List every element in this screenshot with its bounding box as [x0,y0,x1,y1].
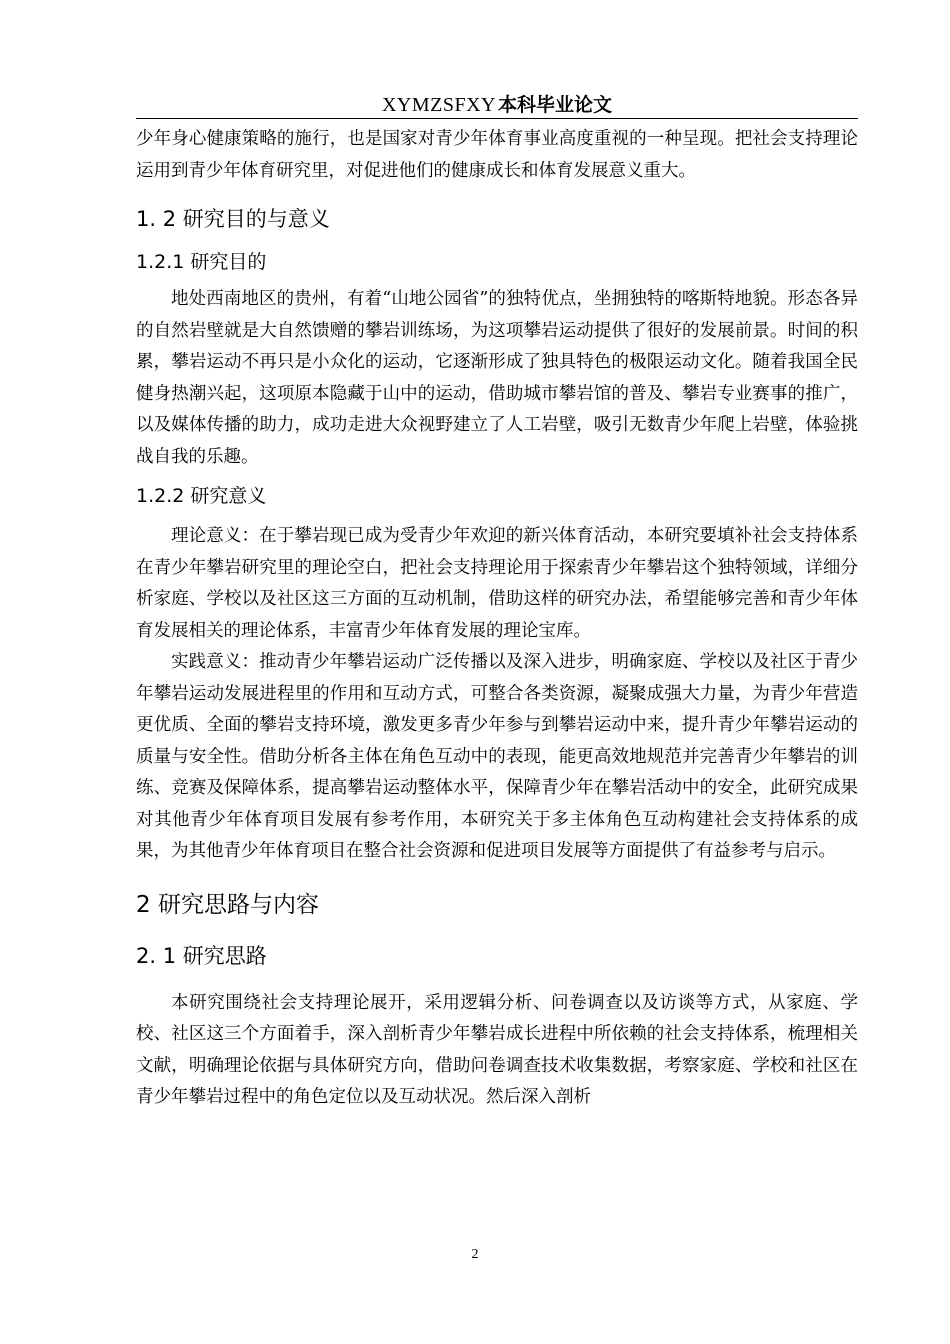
paragraph-research-purpose: 地处西南地区的贵州，有着“山地公园省”的独特优点，坐拥独特的喀斯特地貌。形态各异的自然岩壁就是大自然馈赠的攀岩训练场，为这项攀岩运动提供了很好的发展前景。时间的积累，攀岩运动不再只是小众化的运动，它逐渐形成了独具特色的极限运动文化。随着我国全民健身热潮兴起，这项原本隐藏于山中的运动，借助城市攀岩馆的普及、攀岩专业赛事的推广，以及媒体传播的助力，成功走进大众视野建立了人工岩壁，吸引无数青少年爬上岩壁，体验挑战自我的乐趣。 [136,289,858,467]
subsection-heading-1-2-2: 1.2.2 研究意义 [136,485,267,507]
section-heading-1-2: 1. 2 研究目的与意义 [136,207,330,231]
header-code: XYMZSFXY [381,94,496,116]
paragraph-continued: 少年身心健康策略的施行，也是国家对青少年体育事业高度重视的一种呈现。把社会支持理论运用到青少年体育研究里，对促进他们的健康成长和体育发展意义重大。 [136,129,858,181]
paragraph-research-approach: 本研究围绕社会支持理论展开，采用逻辑分析、问卷调查以及访谈等方式，从家庭、学校、社区这三个方面着手，深入剖析青少年攀岩成长进程中所依赖的社会支持体系，梳理相关文献，明确理论依据与具体研究方向，借助问卷调查技术收集数据，考察家庭、学校和社区在青少年攀岩过程中的角色定位以及互动状况。然后深入剖析 [136,992,858,1107]
subsection-heading-1-2-1: 1.2.1 研究目的 [136,251,267,273]
chapter-heading-2: 2 研究思路与内容 [136,891,319,918]
page-header [136,92,858,119]
page-number: 2 [471,1247,479,1262]
section-heading-2-1: 2. 1 研究思路 [136,943,267,968]
paragraph-practical-significance: 实践意义：推动青少年攀岩运动广泛传播以及深入进步，明确家庭、学校以及社区于青少年攀岩运动发展进程里的作用和互动方式，可整合各类资源，凝聚成强大力量，为青少年营造更优质、全面的攀岩支持环境，激发更多青少年参与到攀岩运动中来，提升青少年攀岩运动的质量与安全性。借助分析各主体在角色互动中的表现，能更高效地规范并完善青少年攀岩的训练、竞赛及保障体系，提高攀岩运动整体水平，保障青少年在攀岩活动中的安全，此研究成果对其他青少年体育项目发展有参考作用，本研究关于多主体角色互动构建社会支持体系的成果，为其他青少年体育项目在整合社会资源和促进项目发展等方面提供了有益参考与启示。 [136,652,858,861]
paragraph-theoretical-significance: 理论意义：在于攀岩现已成为受青少年欢迎的新兴体育活动，本研究要填补社会支持体系在青少年攀岩研究里的理论空白，把社会支持理论用于探索青少年攀岩这个独特领域，详细分析家庭、学校以及社区这三方面的互动机制，借助这样的研究办法，希望能够完善和青少年体育发展相关的理论体系，丰富青少年体育发展的理论宝库。 [136,526,858,641]
body-content [136,124,858,1114]
header-title: 本科毕业论文 [498,94,613,116]
